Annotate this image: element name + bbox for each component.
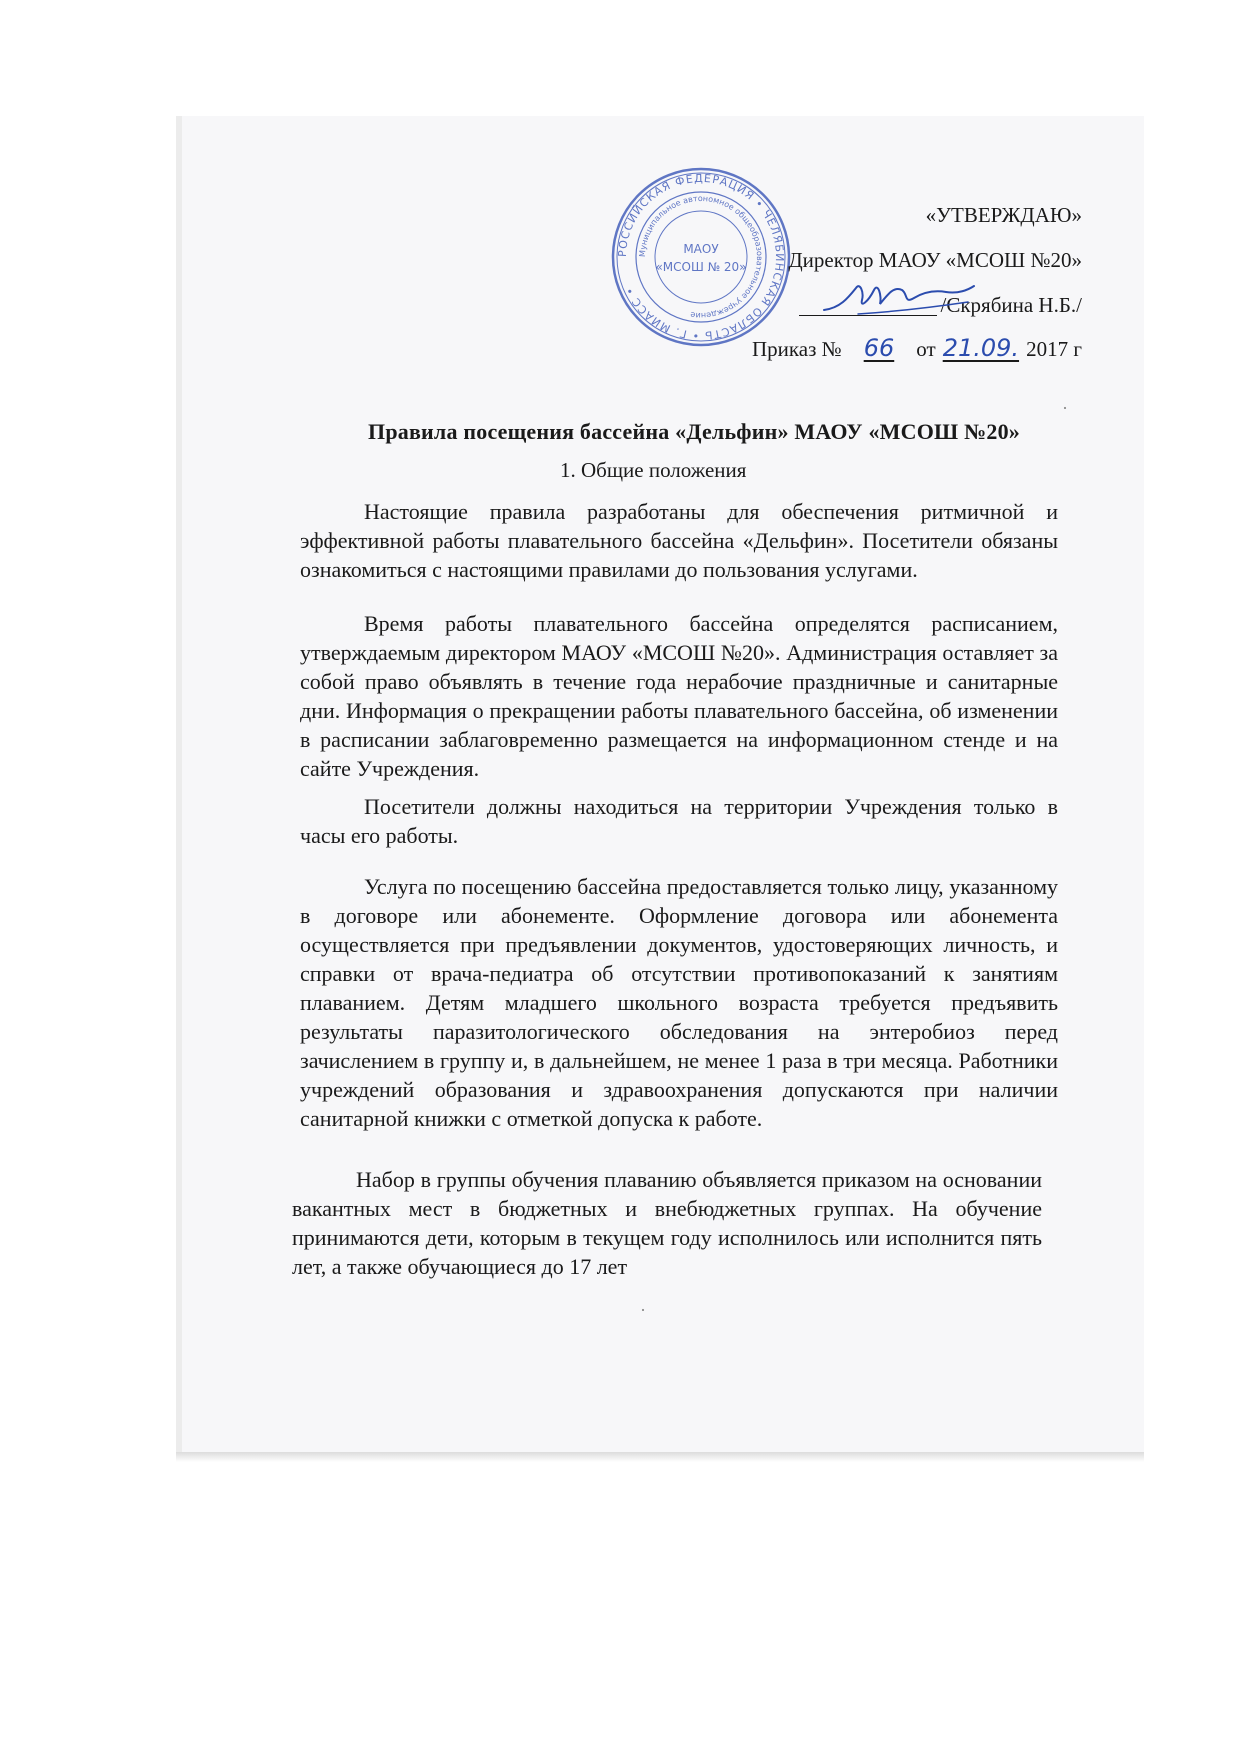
stamp-ring-text: РОССИЙСКАЯ ФЕДЕРАЦИЯ • ЧЕЛЯБИНСКАЯ ОБЛАСТЬ • Г. МИАСС • <box>615 171 787 343</box>
official-stamp <box>609 165 793 349</box>
paragraph: Время работы плавательного бассейна определятся расписанием, утверждаемым директором МАОУ «МСОШ №20». Администрация оставляет за собой право объявлять в течение года нерабочие праздничные и санитарные дни. Информация о прекращении работы плавательного бассейна, об изменении в расписании заблаговременно размещается на информационном стенде и на сайте Учреждения. <box>300 611 1058 781</box>
date-label: от <box>916 337 936 361</box>
scan-speck: · <box>640 1300 646 1320</box>
paragraph: Услуга по посещению бассейна предоставляется только лицу, указанному в договоре или абонементе. Оформление договора или абонемента осуществляется при предъявлении документов, удостоверяющих личность, и справки от врача-педиатра об отсутствии противопоказаний к занятиям плаванием. Детям младшего школьного возраста требуется предъявить результаты паразитологического обследования на энтеробиоз перед зачислением в группу и, в дальнейшем, не менее 1 раза в три месяца. Работники учреждений образования и здравоохранения допускаются при наличии санитарной книжки с отметкой допуска к работе. <box>300 874 1058 1131</box>
order-date: 21.09. <box>942 334 1020 362</box>
paragraph: Набор в группы обучения плаванию объявляется приказом на основании вакантных мест в бюджетных и внебюджетных группах. На обучение принимаются дети, которым в текущем году исполнилось или исполнится пять лет, а также обучающиеся до 17 лет <box>292 1167 1042 1279</box>
approval-signatory: /Скрябина Н.Б./ <box>940 293 1082 317</box>
order-year: 2017 г <box>1026 337 1082 361</box>
document-title: Правила посещения бассейна «Дельфин» МАОУ «МСОШ №20» <box>368 419 1020 444</box>
stamp-center-line1: МАОУ <box>683 242 719 256</box>
approval-order-line <box>752 336 1082 360</box>
stamp-inner-ring-text: Муниципальное автономное общеобразовательное учреждение <box>637 193 765 321</box>
sheet-bottom-edge <box>176 1452 1144 1462</box>
paragraph: Настоящие правила разработаны для обеспечения ритмичной и эффективной работы плавательного бассейна «Дельфин». Посетители обязаны ознакомиться с настоящими правилами до пользования услугами. <box>300 499 1058 582</box>
order-number: 66 <box>863 334 895 362</box>
stamp-center-line2: «МСОШ № 20» <box>655 260 747 274</box>
approval-director: Директор МАОУ «МСОШ №20» <box>788 248 1082 272</box>
order-label: Приказ № <box>752 337 842 361</box>
section-heading: 1. Общие положения <box>560 458 747 482</box>
paragraph: Посетители должны находиться на территории Учреждения только в часы его работы. <box>300 794 1058 848</box>
approval-heading: «УТВЕРЖДАЮ» <box>925 203 1082 227</box>
scan-speck: · <box>1062 398 1068 418</box>
director-signature <box>818 268 978 328</box>
